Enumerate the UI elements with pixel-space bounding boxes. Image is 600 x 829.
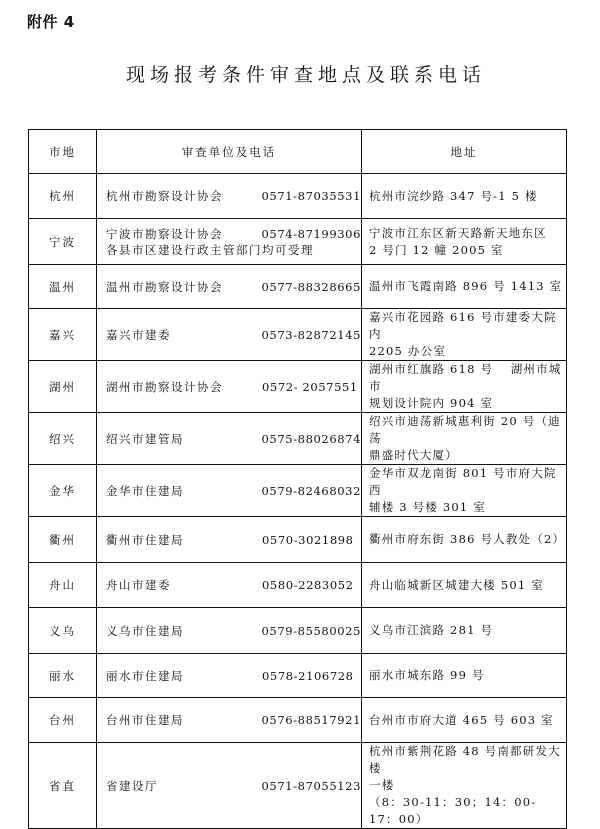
address-cell: [362, 265, 567, 309]
unit-note: 各县市区建设行政主管部门均可受理: [106, 242, 314, 257]
address-cell: [362, 174, 567, 219]
phone-number: 0571-87035531: [261, 189, 361, 203]
address-line: 义乌市江滨路 281 号: [369, 623, 494, 637]
address-cell: [362, 361, 567, 413]
address-cell: [362, 743, 567, 829]
address-cell: [362, 309, 567, 361]
table-row: [29, 654, 567, 698]
table-body: [29, 174, 567, 829]
city-cell: 湖州: [29, 361, 97, 413]
unit-name: 湖州市勘察设计协会: [106, 379, 223, 394]
attachment-label: 附件 4: [27, 13, 75, 31]
city-cell: 金华: [29, 465, 97, 517]
table-row: [29, 219, 567, 265]
address-line: 金华市双龙南街 801 号市府大院西: [369, 466, 557, 497]
address-line: 杭州市浣纱路 347 号-1 5 楼: [369, 188, 538, 203]
phone-number: 0572- 2057551: [262, 379, 358, 394]
unit-cell: [97, 743, 362, 829]
document-title: 现场报考条件审查地点及联系电话: [125, 64, 486, 86]
city-cell: 杭州: [29, 174, 97, 219]
unit-cell: [97, 219, 362, 265]
phone-number: 0575-88026874: [261, 431, 361, 446]
table-row: [29, 465, 567, 517]
address-line: 杭州市紫荆花路 48 号南都研发大楼: [369, 744, 561, 775]
table-row: [29, 309, 567, 361]
address-line: 嘉兴市花园路 616 号市建委大院内: [369, 310, 557, 341]
unit-name: 舟山市建委: [106, 578, 171, 592]
address-cell: [362, 517, 567, 563]
address-line: 辅楼 3 号楼 301 室: [369, 500, 486, 514]
address-line: 2 号门 12 幢 2005 室: [369, 242, 504, 257]
address-cell: [362, 563, 567, 608]
city-cell: 舟山: [29, 563, 97, 608]
unit-cell: [97, 309, 362, 361]
address-line: 绍兴市迪荡新城惠利街 20 号（迪荡: [369, 414, 561, 445]
city-cell: 宁波: [29, 219, 97, 265]
address-line: 舟山临城新区城建大楼 501 室: [369, 577, 544, 592]
unit-cell: [97, 563, 362, 608]
unit-cell: [97, 698, 362, 743]
header-unit-phone: 审查单位及电话: [97, 130, 362, 174]
phone-number: 0570-3021898: [262, 532, 354, 547]
address-cell: [362, 698, 567, 743]
address-cell: [362, 608, 567, 654]
city-cell: 衢州: [29, 517, 97, 563]
address-cell: [362, 413, 567, 465]
header-city: 市地: [29, 130, 97, 174]
table-row: [29, 698, 567, 743]
unit-name: 衢州市住建局: [106, 532, 184, 547]
address-line: 衢州市府东街 386 号人教处（2）: [369, 532, 566, 546]
phone-number: 0577-88328665: [261, 279, 361, 294]
city-cell: 义乌: [29, 608, 97, 654]
address-line: 2205 办公室: [369, 344, 447, 358]
phone-number: 0580-2283052: [262, 578, 354, 592]
unit-name: 金华市住建局: [106, 483, 184, 498]
address-line: （8：30-11：30；14：00-17：00）: [369, 795, 537, 826]
city-cell: 丽水: [29, 654, 97, 698]
table-header-row: [29, 130, 567, 174]
unit-name: 省建设厅: [106, 778, 158, 793]
address-cell: [362, 465, 567, 517]
unit-cell: [97, 361, 362, 413]
unit-name: 丽水市住建局: [106, 668, 184, 683]
phone-number: 0578-2106728: [262, 668, 354, 683]
address-line: 鼎盛时代大厦）: [369, 448, 458, 462]
phone-number: 0579-82468032: [261, 483, 361, 498]
city-cell: 嘉兴: [29, 309, 97, 361]
address-line: 温州市飞霞南路 896 号 1413 室: [369, 279, 563, 293]
city-cell: 省直: [29, 743, 97, 829]
city-cell: 绍兴: [29, 413, 97, 465]
address-cell: [362, 219, 567, 265]
unit-cell: [97, 654, 362, 698]
table-row: [29, 361, 567, 413]
city-cell: 温州: [29, 265, 97, 309]
table-row: [29, 413, 567, 465]
unit-cell: [97, 517, 362, 563]
unit-name: 台州市住建局: [106, 713, 184, 727]
table-row: [29, 563, 567, 608]
address-line: 台州市市府大道 465 号 603 室: [369, 712, 554, 727]
unit-name: 宁波市勘察设计协会: [106, 226, 223, 241]
unit-cell: [97, 413, 362, 465]
table-row: [29, 174, 567, 219]
unit-name: 义乌市住建局: [106, 623, 184, 638]
phone-number: 0576-88517921: [261, 713, 361, 727]
phone-number: 0573-82872145: [261, 327, 361, 342]
address-line: 规划设计院内 904 室: [369, 396, 494, 410]
address-line: 宁波市江东区新天路新天地东区: [369, 225, 547, 240]
header-address: 地址: [362, 130, 567, 174]
unit-cell: [97, 265, 362, 309]
table-row: [29, 265, 567, 309]
table-row: [29, 608, 567, 654]
phone-number: 0571-87055123: [261, 778, 361, 793]
unit-name: 嘉兴市建委: [106, 327, 171, 342]
unit-cell: [97, 465, 362, 517]
address-line: 丽水市城东路 99 号: [369, 668, 485, 682]
city-cell: 台州: [29, 698, 97, 743]
phone-number: 0579-85580025: [261, 623, 361, 638]
unit-name: 绍兴市建管局: [106, 431, 184, 446]
address-line: 一楼: [369, 778, 395, 792]
unit-name: 温州市勘察设计协会: [106, 279, 223, 294]
unit-cell: [97, 174, 362, 219]
contact-table: [28, 129, 567, 829]
table-row: [29, 517, 567, 563]
address-cell: [362, 654, 567, 698]
table-row: [29, 743, 567, 829]
unit-name: 杭州市勘察设计协会: [106, 189, 223, 203]
phone-number: 0574-87199306: [261, 226, 361, 241]
address-line: 湖州市红旗路 618 号 湖州市城市: [369, 362, 562, 393]
unit-cell: [97, 608, 362, 654]
